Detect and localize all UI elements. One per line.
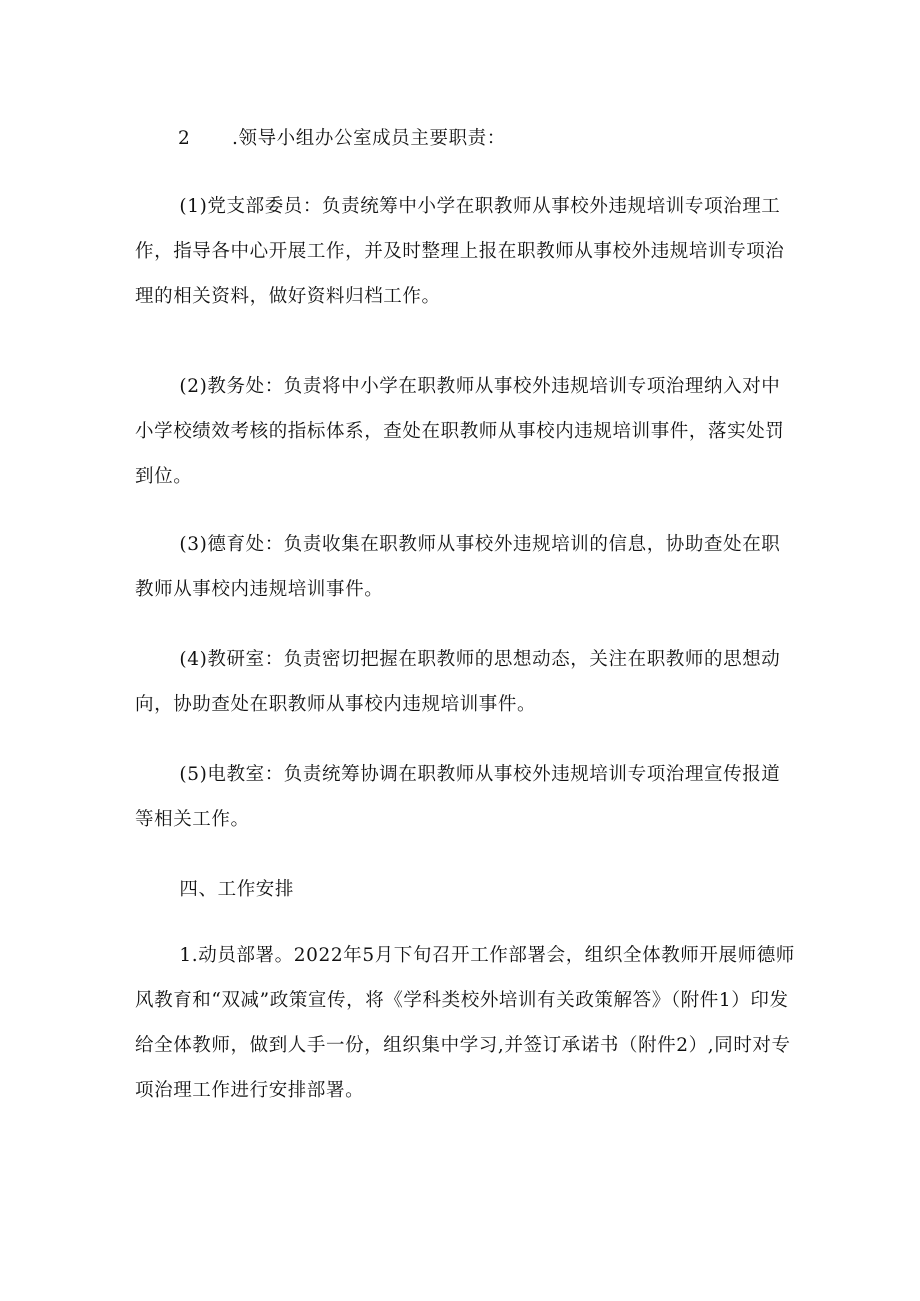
subsection-title: .领导小组办公室成员主要职责： bbox=[232, 128, 506, 149]
duty-paragraph-2: (2)教务处：负责将中小学在职教师从事校外违规培训专项治理纳入对中小学校绩效考核的指标体系，查处在职教师从事校内违规培训事件，落实处罚到位。 bbox=[135, 376, 785, 487]
duty-paragraph-4: (4)教研室：负责密切把握在职教师的思想动态，关注在职教师的思想动向，协助查处在职教师从事校内违规培训事件。 bbox=[135, 649, 781, 715]
duty-paragraph-3: (3)德育处：负责收集在职教师从事校外违规培训的信息，协助查处在职教师从事校内违规培训事件。 bbox=[135, 534, 781, 600]
arrangement-paragraph-1: 1.动员部署。2022年5月下旬召开工作部署会，组织全体教师开展师德师风教育和“双减”政策宣传，将《学科类校外培训有关政策解答》（附件1）印发给全体教师，做到人手一份，组织集中学习,并签订承诺书（附件2）,同时对专项治理工作进行安排部署。 bbox=[135, 945, 795, 1101]
subsection-number: 2 bbox=[178, 128, 190, 149]
duty-paragraph-1: (1)党支部委员：负责统筹中小学在职教师从事校外违规培训专项治理工作，指导各中心开展工作，并及时整理上报在职教师从事校外违规培训专项治理的相关资料，做好资料归档工作。 bbox=[135, 196, 785, 307]
section-heading: 四、工作安排 bbox=[179, 879, 294, 900]
duty-paragraph-5: (5)电教室：负责统筹协调在职教师从事校外违规培训专项治理宣传报道等相关工作。 bbox=[135, 764, 781, 830]
